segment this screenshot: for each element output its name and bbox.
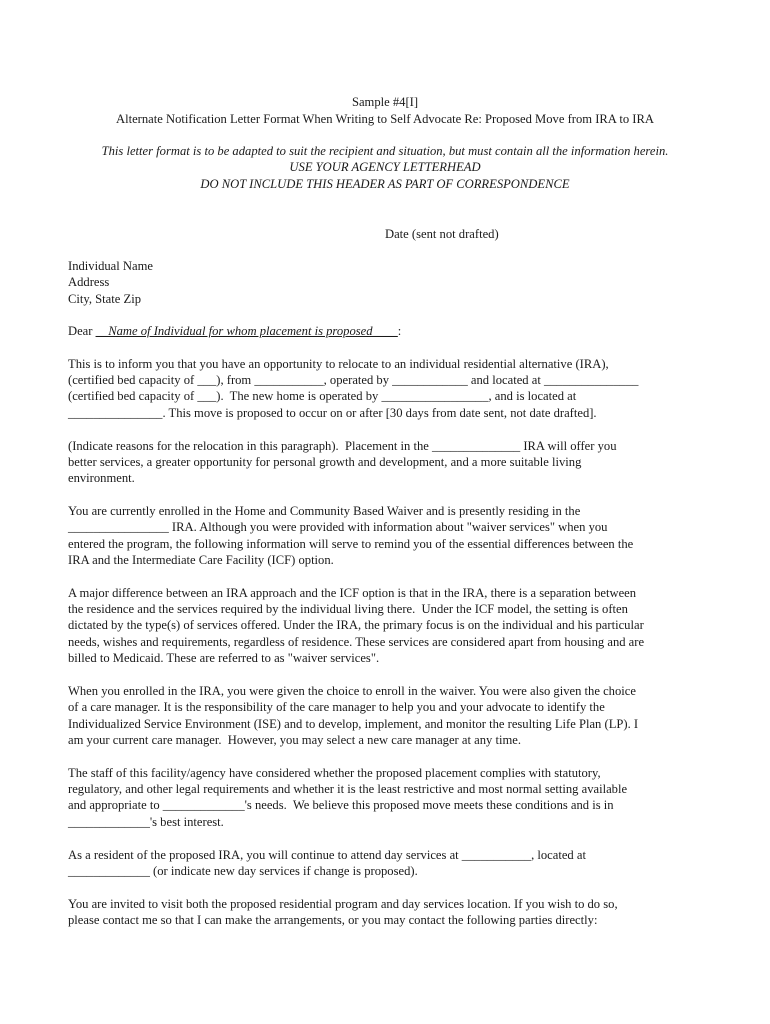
paragraph-line: You are invited to visit both the proposed residential program and day services location. If you wish to do so,	[68, 897, 618, 911]
instruction-no-header: DO NOT INCLUDE THIS HEADER AS PART OF CORRESPONDENCE	[200, 177, 570, 191]
paragraph-line: of a care manager. It is the responsibility of the care manager to help you and your advocate to identify the	[68, 700, 605, 714]
paragraph-line: am your current care manager. However, you may select a new care manager at any time.	[68, 733, 522, 747]
paragraph-line: (certified bed capacity of ___). The new home is operated by _________________, and is located at	[68, 389, 577, 403]
instruction-letterhead: USE YOUR AGENCY LETTERHEAD	[289, 160, 481, 174]
paragraph-line: The staff of this facility/agency have considered whether the proposed placement complies with statutory,	[68, 766, 601, 780]
paragraph-line: please contact me so that I can make the arrangements, or you may contact the following parties directly:	[68, 913, 598, 927]
address-city-state-zip: City, State Zip	[68, 292, 141, 306]
paragraph-line: the residence and the services required by the individual living there. Under the ICF model, the setting is often	[68, 602, 628, 616]
paragraph-line: (Indicate reasons for the relocation in this paragraph). Placement in the ______________ IRA will offer you	[68, 439, 617, 453]
paragraph-line: _____________ (or indicate new day services if change is proposed).	[68, 864, 418, 878]
recipient-name-field: __Name of Individual for whom placement is proposed____	[95, 324, 398, 338]
paragraph-line: and appropriate to _____________'s needs. We believe this proposed move meets these conditions and is in	[68, 798, 614, 812]
paragraph-line: IRA and the Intermediate Care Facility (ICF) option.	[68, 553, 334, 567]
paragraph-line: When you enrolled in the IRA, you were given the choice to enroll in the waiver. You were also given the choice	[68, 684, 636, 698]
paragraph-line: better services, a greater opportunity for personal growth and development, and a more suitable living	[68, 455, 582, 469]
paragraph-line: regulatory, and other legal requirements and whether it is the least restrictive and most normal setting available	[68, 782, 628, 796]
date-line: Date (sent not drafted)	[385, 227, 499, 241]
paragraph-line: As a resident of the proposed IRA, you will continue to attend day services at ___________, located at	[68, 848, 586, 862]
address-street: Address	[68, 275, 110, 289]
instruction-adapt: This letter format is to be adapted to suit the recipient and situation, but must contain all the information herein.	[101, 144, 669, 158]
paragraph-line: ________________ IRA. Although you were provided with information about "waiver services" when you	[68, 520, 608, 534]
salutation-prefix: Dear	[68, 324, 96, 338]
paragraph-line: _______________. This move is proposed to occur on or after [30 days from date sent, not date drafted].	[68, 406, 597, 420]
document-title: Alternate Notification Letter Format When Writing to Self Advocate Re: Proposed Move from IRA to IRA	[115, 112, 654, 126]
paragraph-line: You are currently enrolled in the Home and Community Based Waiver and is presently residing in the	[68, 504, 581, 518]
paragraph-line: billed to Medicaid. These are referred to as "waiver services".	[68, 651, 380, 665]
salutation	[68, 323, 401, 339]
paragraph-line: Individualized Service Environment (ISE) and to develop, implement, and monitor the resulting Life Plan (LP). I	[68, 717, 639, 731]
paragraph-line: dictated by the type(s) of services offered. Under the IRA, the primary focus is on the individual and his particular	[68, 618, 644, 632]
paragraph-line: This is to inform you that you have an opportunity to relocate to an individual residential alternative (IRA),	[68, 357, 609, 371]
sample-label: Sample #4[I]	[351, 95, 419, 109]
paragraph-line: needs, wishes and requirements, regardless of residence. These services are considered apart from housing and are	[68, 635, 645, 649]
paragraph-line: (certified bed capacity of ___), from ___________, operated by ____________ and located at _______________	[68, 373, 639, 387]
paragraph-line: entered the program, the following information will serve to remind you of the essential differences between the	[68, 537, 634, 551]
address-name: Individual Name	[68, 259, 153, 273]
paragraph-line: A major difference between an IRA approach and the ICF option is that in the IRA, there is a separation between	[68, 586, 637, 600]
paragraph-line: environment.	[68, 471, 135, 485]
paragraph-line: _____________'s best interest.	[68, 815, 224, 829]
salutation-suffix: :	[397, 324, 402, 338]
